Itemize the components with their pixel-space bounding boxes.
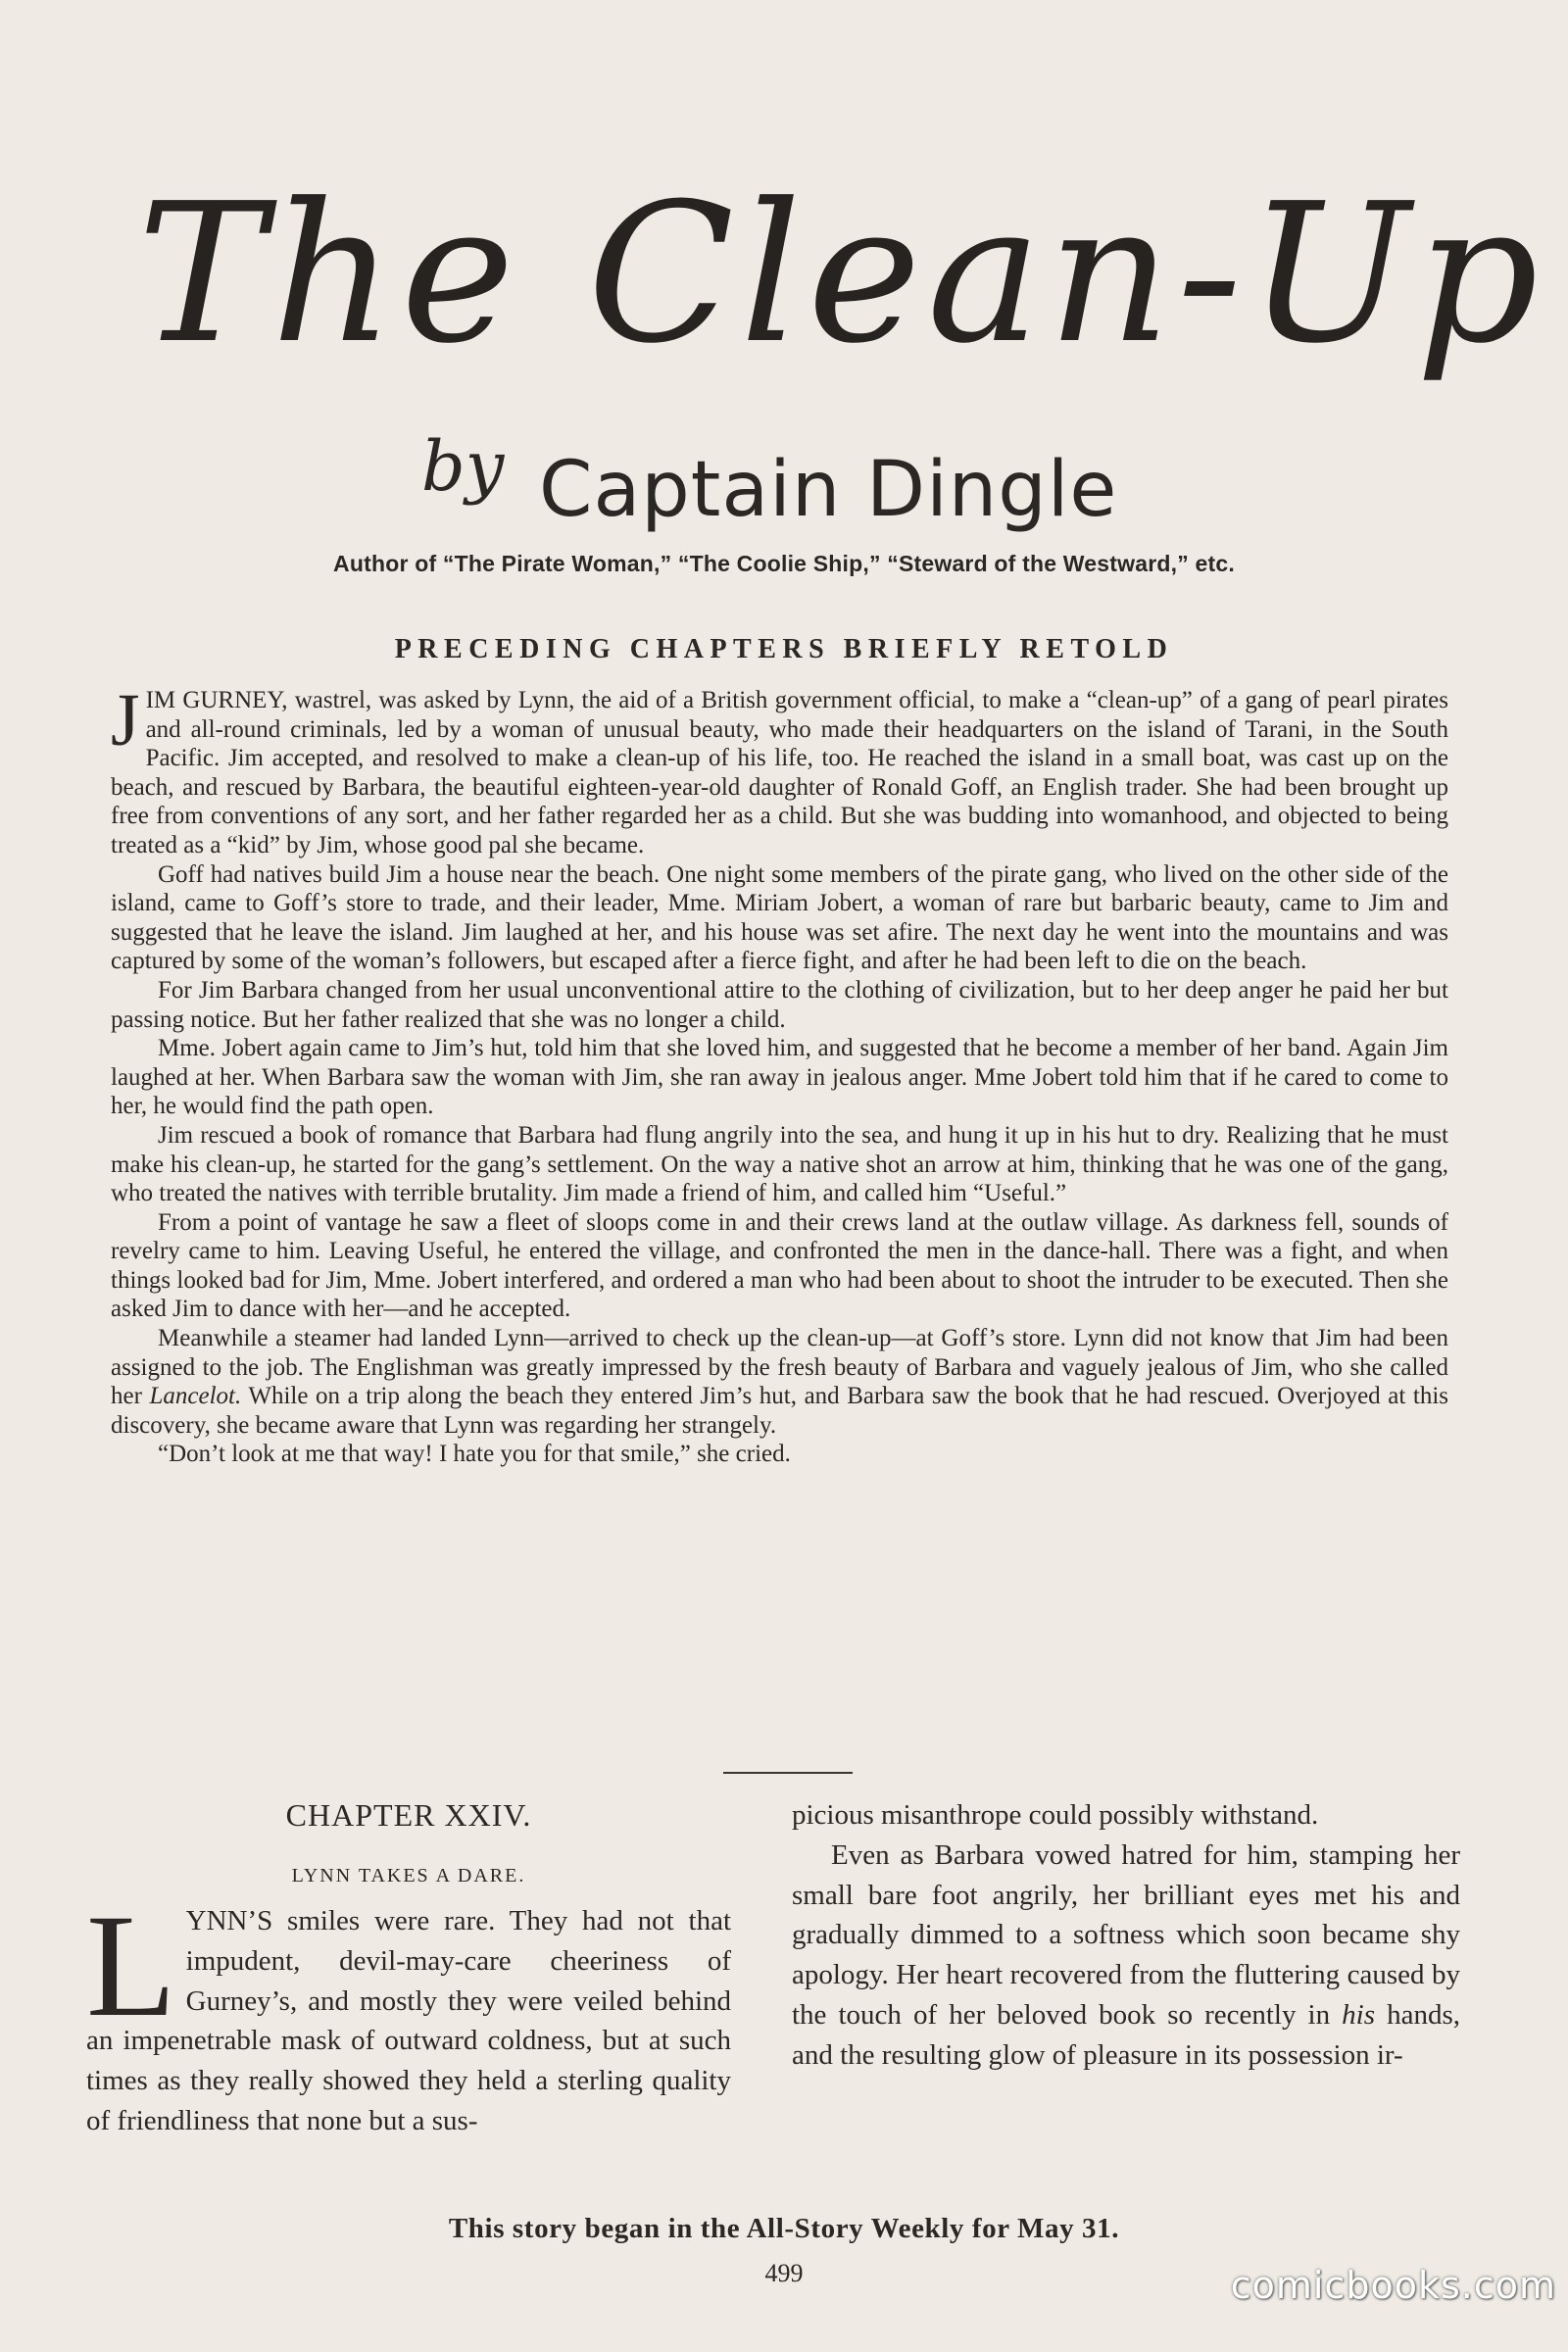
synopsis-text: While on a trip along the beach they entered Jim’s hut, and Barbara saw the book that he had rescued. Overjoyed at this discovery, she became aware that Lynn was regarding her strangely. bbox=[111, 1383, 1448, 1439]
section-divider bbox=[723, 1772, 853, 1774]
author-name: Captain Dingle bbox=[539, 446, 1118, 534]
column-right bbox=[792, 1795, 1460, 2076]
synopsis-paragraph: “Don’t look at me that way! I hate you for that smile,” she cried. bbox=[158, 1441, 791, 1468]
italic-word: Lancelot. bbox=[149, 1383, 242, 1410]
synopsis-text: Meanwhile a steamer had landed Lynn—arrived to check up the clean-up—at Goff’s store. Lynn did not know that Jim had been assigned to the job. The Englishman was greatly impressed by the fresh beauty of Barbara and vaguely jealous of Jim, who she called her bbox=[111, 1325, 1448, 1410]
synopsis-paragraph: Jim rescued a book of romance that Barbara had flung angrily into the sea, and hung it up in his hut to dry. Realizing that he must make his clean-up, he started for the gang’s settlement. On the way a native shot an arrow at him, thinking that he was one of the gang, who treated the natives with terrible brutality. Jim made a friend of him, and called him “Useful.” bbox=[111, 1121, 1448, 1207]
story-title: The Clean-Up bbox=[137, 163, 1544, 386]
chapter-paragraph bbox=[86, 1885, 731, 2141]
synopsis-paragraph: From a point of vantage he saw a fleet of sloops come in and their crews land at the outlaw village. As darkness fell, sounds of revelry came to him. Leaving Useful, he entered the village, and confronted the men in the dance-hall. There was a fight, and when things looked bad for Jim, Mme. Jobert interfered, and ordered a man who had been about to shoot the intruder to be executed. Then she asked Jim to dance with her—and he accepted. bbox=[111, 1208, 1448, 1323]
chapter-paragraph bbox=[792, 1836, 1460, 2076]
chapter-text: Even as Barbara vowed hatred for him, stamping her small bare foot angrily, her brilliant eyes met his and gradually dimmed to a softness which soon became shy apology. Her heart recovered from the fluttering caused by the touch of her beloved book so recently in bbox=[792, 1838, 1460, 2031]
page-number: 499 bbox=[764, 2259, 804, 2287]
drop-cap: L bbox=[86, 1885, 176, 2047]
byline bbox=[412, 426, 1196, 544]
chapter-subtitle: LYNN TAKES A DARE. bbox=[291, 1865, 526, 1886]
italic-word: his bbox=[1342, 1998, 1376, 2031]
synopsis-paragraph bbox=[111, 679, 1448, 860]
drop-cap: J bbox=[111, 679, 140, 761]
chapter-title: CHAPTER XXIV. bbox=[285, 1797, 532, 1833]
synopsis-heading: PRECEDING CHAPTERS BRIEFLY RETOLD bbox=[394, 634, 1174, 664]
chapter-paragraph: picious misanthrope could possibly withstand. bbox=[792, 1799, 1319, 1831]
synopsis bbox=[111, 679, 1448, 1469]
synopsis-paragraph bbox=[111, 1324, 1448, 1440]
synopsis-paragraph: For Jim Barbara changed from her usual unconventional attire to the clothing of civilization, but to her deep anger he paid her but passing notice. But her father realized that she was no longer a child. bbox=[111, 976, 1448, 1033]
byline-by: by bbox=[421, 426, 505, 507]
watermark-logo: comicbooks.com bbox=[1230, 2264, 1556, 2307]
chapter-text: hands, and the resulting glow of pleasure in its possession ir- bbox=[792, 1998, 1460, 2071]
synopsis-paragraph: Mme. Jobert again came to Jim’s hut, told him that she loved him, and suggested that he become a member of her band. Again Jim laughed at her. When Barbara saw the woman with Jim, she ran away in jealous anger. Mme Jobert told him that if he cared to come to her, he would find the path open. bbox=[111, 1035, 1448, 1120]
column-left bbox=[86, 1795, 731, 2141]
story-note: This story began in the All-Story Weekly for May 31. bbox=[448, 2213, 1120, 2244]
author-credits: Author of “The Pirate Woman,” “The Coolie Ship,” “Steward of the Westward,” etc. bbox=[333, 551, 1235, 576]
chapter-text: YNN’S smiles were rare. They had not that impudent, devil-may-care cheeriness of Gurney’s, and mostly they were veiled behind an impenetrable mask of outward coldness, but at such times as they really showed they held a sterling quality of friendliness that none but a sus- bbox=[86, 1905, 731, 2136]
synopsis-text: IM GURNEY, wastrel, was asked by Lynn, the aid of a British government official, to make a “clean-up” of a gang of pearl pirates and all-round criminals, led by a woman of unusual beauty, who made their headquarters on the island of Tarani, in the South Pacific. Jim accepted, and resolved to make a clean-up of his life, too. He reached the island in a small boat, was cast up on the beach, and rescued by Barbara, the beautiful eighteen-year-old daughter of Ronald Goff, an English trader. She had been brought up free from conventions of any sort, and her father regarded her as a child. But she was budding into womanhood, and objected to being treated as a “kid” by Jim, whose good pal she became. bbox=[111, 687, 1448, 858]
synopsis-paragraph: Goff had natives build Jim a house near the beach. One night some members of the pirate gang, who lived on the other side of the island, came to Goff’s store to trade, and their leader, Mme. Miriam Jobert, a woman of rare but barbaric beauty, came to Jim and suggested that he leave the island. Jim laughed at her, and his house was set afire. The next day he went into the mountains and was captured by some of the woman’s followers, but escaped after a fierce fight, and after he had been left to die on the beach. bbox=[111, 860, 1448, 975]
